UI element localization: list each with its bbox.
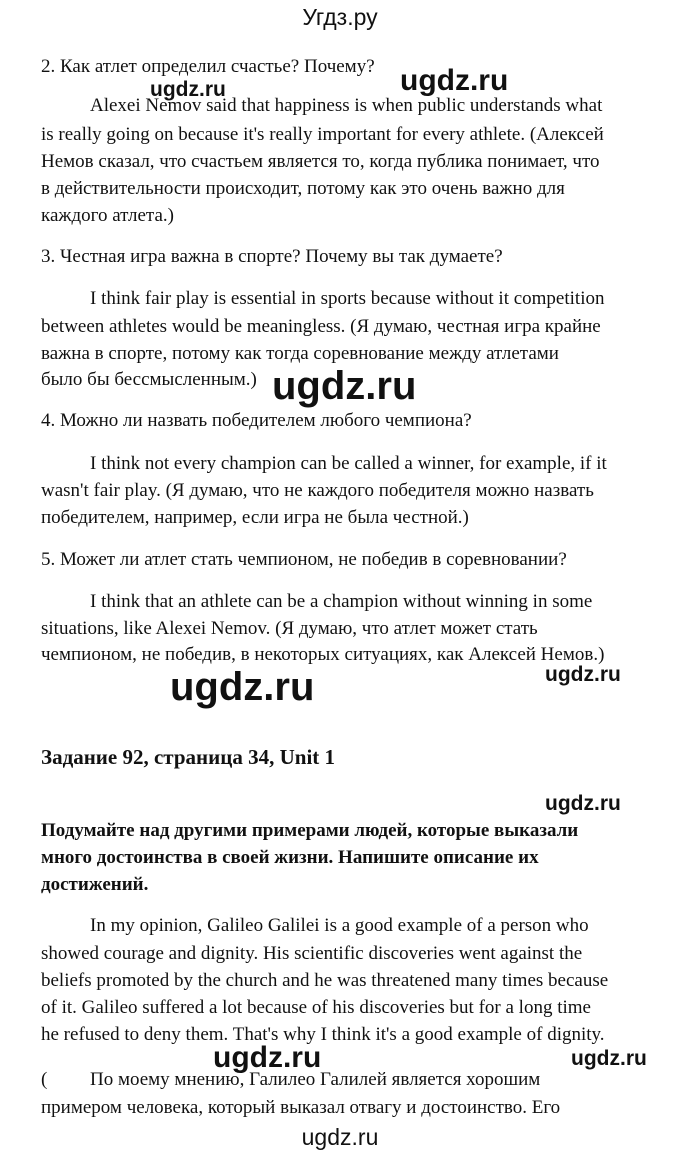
translation-line-2: примером человека, который выказал отвагу и достоинство. Его xyxy=(41,1097,561,1118)
task-answer-line-2: showed courage and dignity. His scientific discoveries went against the xyxy=(41,943,583,964)
watermark: ugdz.ru xyxy=(400,64,509,97)
task-title: Задание 92, страница 34, Unit 1 xyxy=(41,745,336,769)
question-4: 4. Можно ли назвать победителем любого чемпиона? xyxy=(41,410,472,431)
site-header: Угдз.ру xyxy=(302,4,378,30)
task-instruction-line-3: достижений. xyxy=(41,874,149,895)
answer-5-line-2: situations, like Alexei Nemov. (Я думаю, что атлет может стать xyxy=(41,618,538,639)
answer-3-line-3: важна в спорте, потому как тогда соревнование между атлетами xyxy=(41,343,559,364)
watermark: ugdz.ru xyxy=(545,663,621,686)
answer-2-line-3: Немов сказал, что счастьем является то, когда публика понимает, что xyxy=(41,151,600,172)
task-instruction-line-1: Подумайте над другими примерами людей, которые выказали xyxy=(41,820,579,841)
answer-4-line-2: wasn't fair play. (Я думаю, что не каждого победителя можно назвать xyxy=(41,480,594,501)
answer-3-line-4: было бы бессмысленным.) xyxy=(41,369,257,390)
watermark: ugdz.ru xyxy=(545,792,621,815)
answer-2-line-2: is really going on because it's really important for every athlete. (Алексей xyxy=(41,124,604,145)
answer-4-line-1: I think not every champion can be called a winner, for example, if it xyxy=(90,453,607,474)
answer-5-line-3: чемпионом, не победив, в некоторых ситуациях, как Алексей Немов.) xyxy=(41,644,605,665)
watermark: ugdz.ru xyxy=(272,364,417,408)
translation-line-1: По моему мнению, Галилео Галилей является хорошим xyxy=(90,1069,541,1090)
task-answer-line-4: of it. Galileo suffered a lot because of his discoveries but for a long time xyxy=(41,997,591,1018)
task-answer-line-5: he refused to deny them. That's why I think it's a good example of dignity. xyxy=(41,1024,605,1045)
answer-5-line-1: I think that an athlete can be a champion without winning in some xyxy=(90,591,593,612)
task-answer-line-1: In my opinion, Galileo Galilei is a good example of a person who xyxy=(90,915,589,936)
watermark: ugdz.ru xyxy=(571,1047,647,1070)
watermark: ugdz.ru xyxy=(170,665,315,709)
task-answer-line-3: beliefs promoted by the church and he was threatened many times because xyxy=(41,970,609,991)
question-3: 3. Честная игра важна в спорте? Почему вы так думаете? xyxy=(41,246,503,267)
question-5: 5. Может ли атлет стать чемпионом, не победив в соревновании? xyxy=(41,549,567,570)
answer-2-line-4: в действительности происходит, потому как это очень важно для xyxy=(41,178,565,199)
answer-3-line-1: I think fair play is essential in sports because without it competition xyxy=(90,288,605,309)
watermark: ugdz.ru xyxy=(213,1041,322,1074)
watermark: ugdz.ru xyxy=(150,78,226,101)
answer-3-line-2: between athletes would be meaningless. (Я думаю, честная игра крайне xyxy=(41,316,601,337)
answer-2-line-5: каждого атлета.) xyxy=(41,205,174,226)
question-2: 2. Как атлет определил счастье? Почему? xyxy=(41,56,375,77)
answer-2-line-1: Alexei Nemov said that happiness is when public understands what xyxy=(90,95,603,116)
site-footer: ugdz.ru xyxy=(301,1124,379,1150)
task-instruction-line-2: много достоинства в своей жизни. Напишите описание их xyxy=(41,847,539,868)
answer-4-line-3: победителем, например, если игра не была честной.) xyxy=(41,507,469,528)
translation-open-paren: ( xyxy=(41,1069,48,1090)
